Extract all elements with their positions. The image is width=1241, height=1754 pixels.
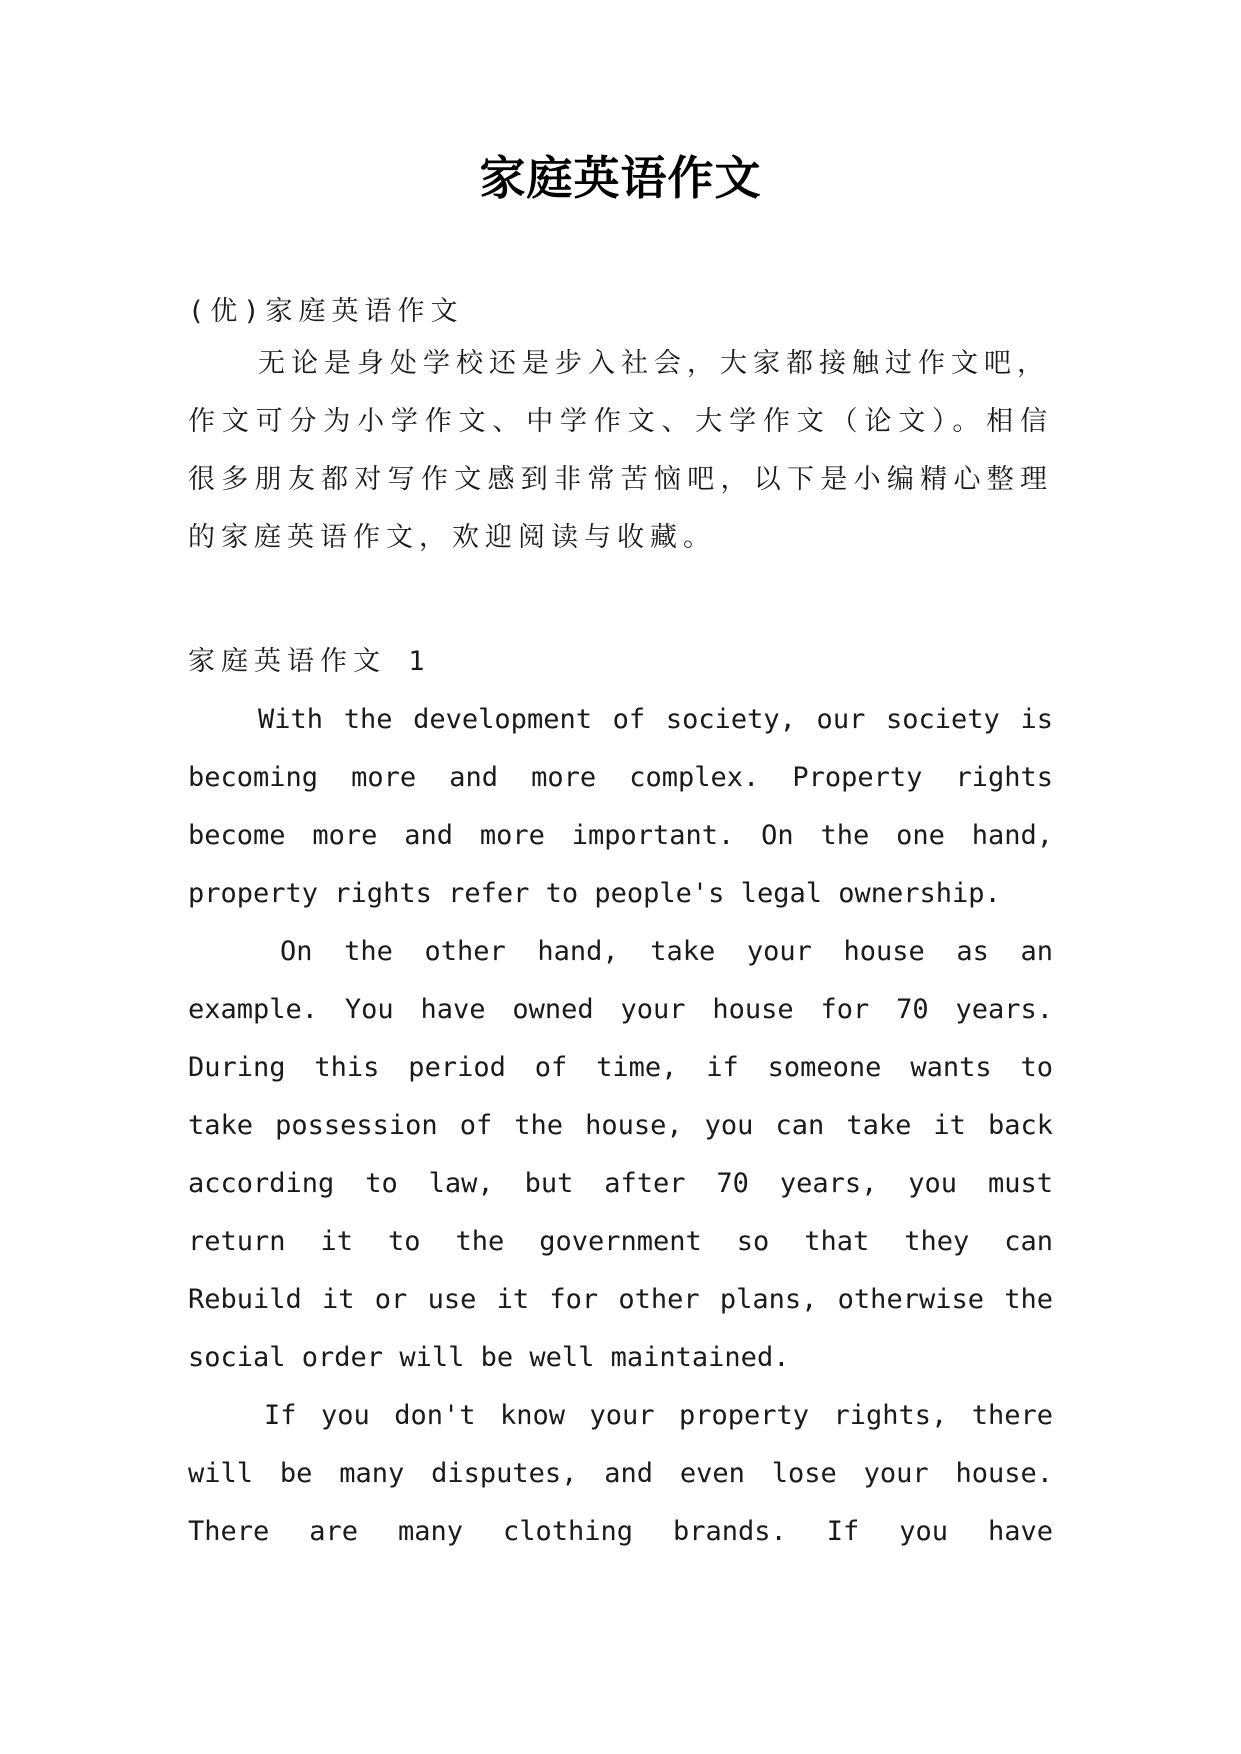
paragraph-line: become more and more important. On the one hand, xyxy=(188,820,1053,851)
paragraph-line: Rebuild it or use it for other plans, otherwise the xyxy=(188,1284,1053,1315)
paragraph-line: property rights refer to people's legal ownership. xyxy=(188,878,1001,909)
paragraph-line: On the other hand, take your house as an xyxy=(280,936,1053,967)
paragraph-line: return it to the government so that they can xyxy=(188,1226,1053,1257)
paragraph-line: During this period of time, if someone wants to xyxy=(188,1052,1053,1083)
document-title: 家庭英语作文 xyxy=(479,151,762,205)
intro-line: 很多朋友都对写作文感到非常苦恼吧，以下是小编精心整理 xyxy=(188,464,1053,495)
paragraph-line: If you don't know your property rights, there xyxy=(264,1400,1053,1431)
section-title: 家庭英语作文 1 xyxy=(188,646,431,677)
paragraph-line: becoming more and more complex. Property rights xyxy=(188,762,1053,793)
paragraph-line: according to law, but after 70 years, you must xyxy=(188,1168,1053,1199)
paragraph-line: With the development of society, our society is xyxy=(258,704,1053,735)
paragraph-line: will be many disputes, and even lose your house. xyxy=(188,1458,1053,1489)
intro-line: 的家庭英语作文，欢迎阅读与收藏。 xyxy=(188,522,716,553)
intro-line: 无论是身处学校还是步入社会，大家都接触过作文吧， xyxy=(258,348,1050,379)
paragraph-line: social order will be well maintained. xyxy=(188,1342,790,1373)
paragraph-line: There are many clothing brands. If you have xyxy=(188,1516,1053,1547)
heading-line: (优)家庭英语作文 xyxy=(188,296,464,327)
paragraph-line: take possession of the house, you can take it back xyxy=(188,1110,1053,1141)
intro-line: 作文可分为小学作文、中学作文、大学作文（论文）。相信 xyxy=(188,406,1053,437)
paragraph-line: example. You have owned your house for 70 years. xyxy=(188,994,1053,1025)
